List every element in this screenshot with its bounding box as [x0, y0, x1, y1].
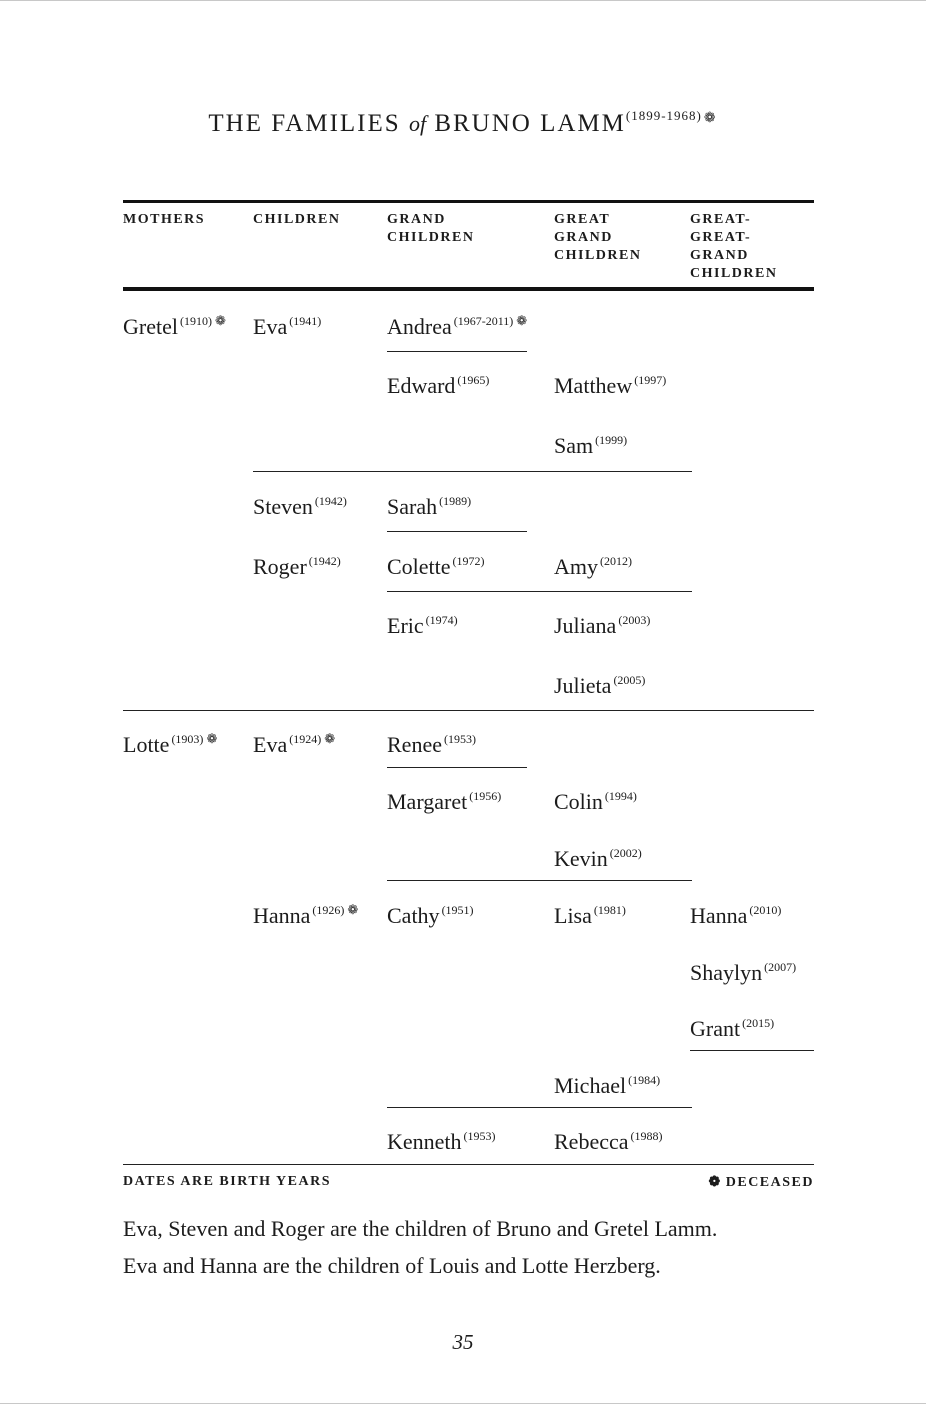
- person-entry: [123, 308, 226, 340]
- person-entry: [387, 367, 489, 399]
- footer-deceased-legend: ❁ DECEASED: [708, 1175, 814, 1190]
- person-entry: [554, 1123, 663, 1155]
- person-name: Eva: [253, 732, 288, 757]
- person-entry: [554, 897, 626, 929]
- person-years: (1926): [312, 903, 345, 917]
- person-name: Julieta: [554, 673, 612, 698]
- header-great-grandchildren: GREAT GRAND CHILDREN: [554, 212, 642, 263]
- row-divider: [253, 471, 692, 472]
- person-name: Roger: [253, 554, 307, 579]
- table-bottom-rule: [123, 1164, 814, 1165]
- person-entry: [253, 897, 358, 929]
- person-entry: [387, 308, 527, 340]
- person-years: (1942): [308, 554, 341, 568]
- page-title: [0, 108, 926, 138]
- person-name: Matthew: [554, 373, 633, 398]
- person-name: Sarah: [387, 494, 438, 519]
- deceased-icon: ❁: [516, 313, 528, 328]
- person-years: (2010): [749, 903, 782, 917]
- note-line-1: Eva, Steven and Roger are the children of Bruno and Gretel Lamm.: [123, 1216, 718, 1241]
- person-entry: [554, 783, 637, 815]
- row-divider: [387, 591, 692, 592]
- person-entry: [554, 667, 645, 699]
- person-entry: [387, 897, 474, 929]
- person-entry: [387, 488, 471, 520]
- person-entry: [387, 548, 485, 580]
- person-name: Lotte: [123, 732, 170, 757]
- person-entry: [554, 607, 650, 639]
- person-years: (1953): [443, 732, 476, 746]
- person-years: (1981): [593, 903, 626, 917]
- person-name: Margaret: [387, 789, 468, 814]
- row-divider: [387, 531, 527, 532]
- person-entry: [554, 548, 632, 580]
- person-years: (1953): [463, 1129, 496, 1143]
- deceased-icon: ❁: [708, 1175, 722, 1190]
- deceased-icon: ❁: [206, 731, 218, 746]
- person-name: Rebecca: [554, 1129, 629, 1154]
- person-years: (1967-2011): [453, 314, 514, 328]
- person-name: Sam: [554, 433, 594, 458]
- deceased-icon: ❁: [324, 731, 336, 746]
- person-name: Kevin: [554, 846, 608, 871]
- page-top-edge: [0, 0, 926, 1]
- row-divider: [387, 351, 527, 352]
- person-years: (1956): [469, 789, 502, 803]
- person-name: Grant: [690, 1016, 741, 1041]
- header-children: CHILDREN: [253, 212, 341, 227]
- row-divider: [387, 1107, 692, 1108]
- person-entry: [123, 726, 217, 758]
- person-years: (1988): [630, 1129, 663, 1143]
- title-of: of: [408, 111, 427, 136]
- person-name: Eva: [253, 314, 288, 339]
- person-years: (1903): [171, 732, 204, 746]
- person-years: (2003): [618, 613, 651, 627]
- person-entry: [554, 1067, 660, 1099]
- deceased-icon: ❁: [347, 902, 359, 917]
- person-entry: [690, 1010, 774, 1042]
- person-years: (1910): [179, 314, 212, 328]
- person-entry: [554, 840, 642, 872]
- person-entry: [253, 308, 321, 340]
- person-years: (2002): [609, 846, 642, 860]
- person-name: Juliana: [554, 613, 617, 638]
- person-years: (2012): [600, 554, 632, 568]
- person-years: (1951): [441, 903, 474, 917]
- person-years: (1994): [604, 789, 637, 803]
- person-name: Hanna: [253, 903, 311, 928]
- person-years: (1941): [289, 314, 322, 328]
- person-entry: [690, 954, 796, 986]
- person-name: Edward: [387, 373, 456, 398]
- person-name: Andrea: [387, 314, 452, 339]
- person-name: Steven: [253, 494, 313, 519]
- title-part-2: BRUNO LAMM: [434, 110, 626, 137]
- person-entry: [253, 726, 335, 758]
- page-number: 35: [452, 1330, 474, 1354]
- person-name: Eric: [387, 613, 424, 638]
- deceased-icon: ❁: [703, 111, 718, 126]
- header-grandchildren: GRAND CHILDREN: [387, 212, 475, 245]
- person-years: (1984): [628, 1073, 661, 1087]
- person-entry: [253, 548, 341, 580]
- row-divider: [690, 1050, 814, 1051]
- person-entry: [554, 367, 666, 399]
- title-part-1: THE FAMILIES: [208, 110, 401, 137]
- person-name: Shaylyn: [690, 960, 763, 985]
- header-mothers: MOTHERS: [123, 212, 206, 227]
- person-name: Kenneth: [387, 1129, 462, 1154]
- person-name: Hanna: [690, 903, 748, 928]
- person-years: (1989): [439, 494, 472, 508]
- person-years: (1924): [289, 732, 322, 746]
- person-entry: [387, 607, 458, 639]
- person-name: Lisa: [554, 903, 592, 928]
- header-great-great-grandchildren: GREAT- GREAT- GRAND CHILDREN: [690, 212, 778, 281]
- person-years: (1999): [595, 433, 628, 447]
- person-entry: [387, 783, 501, 815]
- row-divider: [387, 767, 527, 768]
- footer-birth-years-note: DATES ARE BIRTH YEARS: [123, 1174, 331, 1189]
- person-name: Renee: [387, 732, 442, 757]
- person-years: (2007): [764, 960, 797, 974]
- person-entry: [253, 488, 347, 520]
- table-top-rule: [123, 200, 814, 203]
- row-divider: [387, 880, 692, 881]
- person-years: (1972): [452, 554, 485, 568]
- person-years: (2015): [742, 1016, 775, 1030]
- person-entry: [690, 897, 781, 929]
- person-entry: [387, 726, 476, 758]
- person-name: Colin: [554, 789, 603, 814]
- header-bottom-rule: [123, 287, 814, 291]
- person-years: (1965): [457, 373, 490, 387]
- family-divider: [123, 710, 814, 711]
- person-years: (1942): [314, 494, 347, 508]
- person-years: (2005): [613, 673, 646, 687]
- deceased-icon: ❁: [214, 313, 226, 328]
- person-years: (1974): [425, 613, 458, 627]
- person-entry: [387, 1123, 496, 1155]
- note-line-2: Eva and Hanna are the children of Louis and Lotte Herzberg.: [123, 1253, 661, 1278]
- person-name: Amy: [554, 554, 598, 579]
- person-name: Michael: [554, 1073, 627, 1098]
- person-entry: [554, 427, 627, 459]
- person-years: (1997): [634, 373, 667, 387]
- person-name: Colette: [387, 554, 451, 579]
- person-name: Cathy: [387, 903, 440, 928]
- page-bottom-edge: [0, 1403, 926, 1404]
- person-name: Gretel: [123, 314, 178, 339]
- title-years: (1899-1968): [625, 108, 702, 123]
